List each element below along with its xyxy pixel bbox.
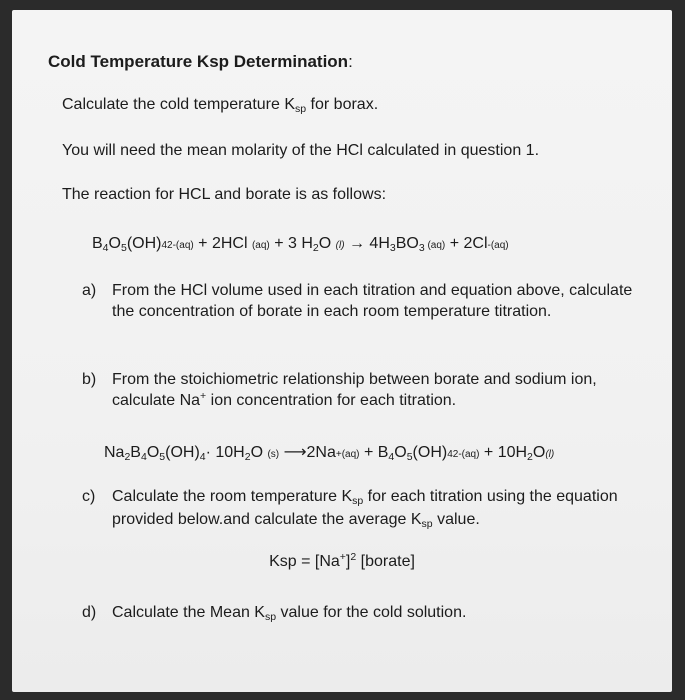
r2-part: O: [532, 444, 546, 461]
ksp-equation: [12, 553, 672, 571]
item-c-label: c): [82, 488, 96, 505]
r1-part: + 3 H: [269, 235, 313, 252]
item-c-sub2: sp: [421, 518, 433, 530]
calc-sub: sp: [295, 103, 307, 115]
r2-part: + B: [359, 444, 389, 461]
reaction-equation-1: [92, 235, 509, 253]
item-b-label: b): [82, 371, 97, 388]
r2-part: 4: [388, 451, 395, 463]
r1-arrow: →: [344, 235, 370, 252]
item-d-sub: sp: [264, 611, 277, 623]
r2-part: 42-(aq): [447, 449, 480, 460]
item-c-text: [112, 486, 637, 532]
item-c-sub: sp: [352, 495, 364, 507]
r2-part: (OH): [165, 444, 200, 461]
ksp-sup2: 2: [350, 551, 357, 563]
item-b-post: ion concentration for each titration.: [206, 392, 457, 409]
r1-part: -(aq): [487, 240, 509, 251]
r1-part: BO: [395, 235, 419, 252]
item-d-pre: Calculate the Mean K: [112, 604, 265, 621]
item-a-text: From the HCl volume used in each titration and equation above, calculate the concentration of borate in each room temperature titration.: [112, 282, 633, 320]
page-title: [48, 52, 353, 72]
r2-part: (s): [267, 449, 280, 460]
item-c-pre: Calculate the room temperature K: [112, 488, 353, 505]
item-d-text: [112, 602, 642, 625]
r2-part: Na: [104, 444, 125, 461]
item-b-text: [112, 369, 637, 413]
r1-part: 3: [418, 242, 425, 254]
r2-part: B: [130, 444, 141, 461]
item-a-label: a): [82, 282, 97, 299]
r1-part: 2: [312, 242, 319, 254]
item-c-mid: for each titration using the equation provided below.and calculate the average K: [112, 488, 618, 528]
ksp-sup: +: [339, 551, 346, 563]
r2-part: · 10H: [205, 444, 245, 461]
calc-pre: Calculate the cold temperature K: [62, 96, 296, 113]
r1-part: O: [108, 235, 121, 252]
r2-part: 5: [159, 451, 166, 463]
r1-part: O: [318, 235, 336, 252]
r2-part: O: [394, 444, 407, 461]
title-colon: :: [348, 52, 353, 71]
r2-part: + 10H: [479, 444, 528, 461]
ksp-mid: ]: [345, 553, 351, 570]
r1-part: B: [92, 235, 103, 252]
document-page: [12, 10, 672, 692]
r1-part: (aq): [424, 240, 446, 251]
r1-part: 42-(aq): [161, 240, 194, 251]
item-b-sup: +: [200, 390, 207, 402]
ksp-pre: Ksp = [Na: [269, 553, 340, 570]
r2-part: 2: [244, 451, 251, 463]
r2-part: 2: [124, 451, 131, 463]
r2-part: (OH): [412, 444, 448, 461]
item-d-label: d): [82, 604, 97, 621]
calc-post: for borax.: [306, 96, 379, 113]
item-c-post: value.: [432, 511, 480, 528]
r1-part: (l): [335, 240, 345, 251]
r2-part: 5: [406, 451, 413, 463]
reaction-equation-2: [104, 442, 554, 462]
r1-part: (OH): [126, 235, 162, 252]
r2-part: +(aq): [335, 449, 360, 460]
r2-arrow: ⟶2Na: [279, 444, 336, 461]
r2-part: O: [146, 444, 160, 461]
r1-part: (aq): [251, 240, 270, 251]
r1-part: + 2HCl: [193, 235, 252, 252]
r1-part: 4H: [369, 235, 390, 252]
r2-part: O: [250, 444, 268, 461]
r1-part: 4: [102, 242, 109, 254]
r2-part: (l): [545, 449, 555, 460]
r1-part: + 2Cl: [445, 235, 488, 252]
r2-part: 4: [140, 451, 147, 463]
item-d-post: value for the cold solution.: [276, 604, 467, 621]
r2-part: 2: [527, 451, 533, 463]
r1-part: 3: [389, 242, 396, 254]
ksp-post: [borate]: [356, 553, 415, 570]
r1-part: 5: [120, 242, 127, 254]
r2-part: 4: [199, 451, 206, 463]
instruction-hcl-note: You will need the mean molarity of the HCl calculated in question 1.: [62, 142, 540, 159]
title-text: Cold Temperature Ksp Determination: [48, 52, 349, 71]
instruction-calculate: [62, 96, 378, 114]
instruction-reaction-intro: The reaction for HCL and borate is as follows:: [62, 186, 387, 203]
item-b-pre: From the stoichiometric relationship between borate and sodium ion, calculate Na: [112, 371, 597, 409]
